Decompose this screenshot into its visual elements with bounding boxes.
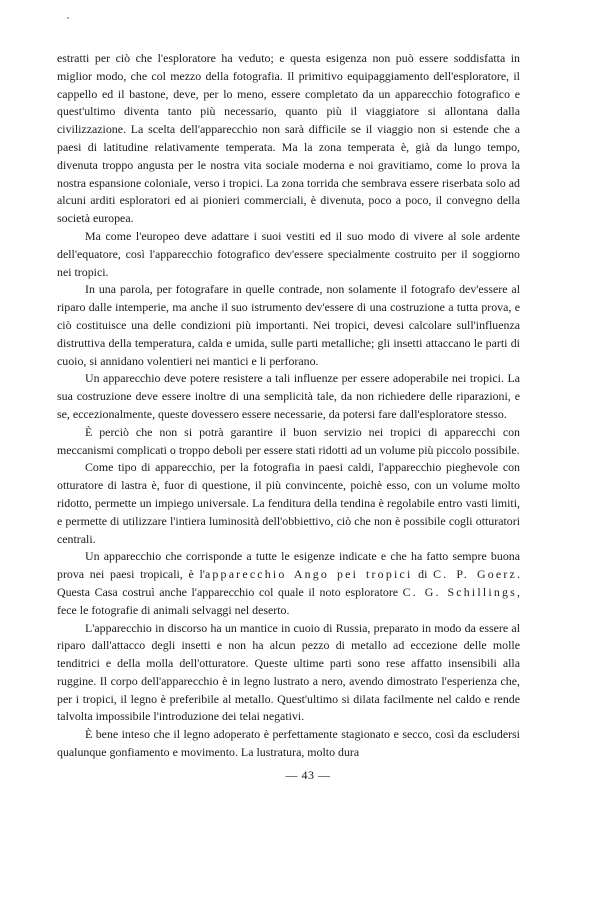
paragraph-7 <box>57 548 520 619</box>
paragraph-text: . Questa Casa costruì anche l'apparecchio col quale il noto esploratore <box>57 567 520 599</box>
paragraph-3 <box>57 281 520 370</box>
paragraph-text: È bene inteso che il legno adoperato è perfettamente stagionato e secco, così da escludersi qualunque gonfiamento e movimento. La lustratura, molto dura <box>57 727 520 760</box>
spaced-company-name: C. P. Goerz <box>433 567 517 582</box>
paragraph-text: Ma come l'europeo deve adattare i suoi vestiti ed il suo modo di vivere al sole ardente dell'equatore, così l'apparecchio fotografico dev'essere specialmente costruito per il soggiorno nei tropici. <box>57 228 520 279</box>
paragraph-4 <box>57 370 520 423</box>
paragraph-text: Un apparecchio deve potere resistere a tali influenze per essere adoperabile nei tropici. La sua costruzione deve essere inoltre di una semplicità tale, da non richiedere delle riparazioni, e se, eccezionalmente, queste dovessero essere necessarie, da potersi fare dall'esploratore stesso. <box>57 371 520 421</box>
paragraph-text: L'apparecchio in discorso ha un mantice in cuoio di Russia, preparato in modo da essere al riparo dall'attacco degli insetti e non ha alcun pezzo di metallo ad eccezione delle molle tenditrici e della molla dell'otturatore. Queste ultime parti sono rese affatto insensibili alla ruggine. Il corpo dell'apparecchio è in legno lustrato a nero, avendo dimostrato l'esperienza che, per i tropici, il legno è preferibile al metallo. Quest'ultimo si dilata facilmente nel caldo e rende talvolta impossibile l'introduzione dei telai negativi. <box>57 620 520 724</box>
spaced-product-name: apparecchio Ango pei tropici <box>204 567 413 582</box>
paragraph-text: di <box>412 567 434 582</box>
paragraph-8 <box>57 620 520 727</box>
spaced-explorer-name: C. G. Schillings <box>402 584 518 599</box>
paragraph-text: In una parola, per fotografare in quelle contrade, non solamente il fotografo dev'essere al riparo dalle intemperie, ma anche il suo istrumento dev'essere di una costruzione a tutta prova, e ciò costituisce una delle condizioni più importanti. Nei tropici, devesi calcolare sull'influenza distruttiva della temperatura, calda e umida, sulle parti metalliche; gli insetti attaccano le parti di cuoio, si annidano volentieri nei mantici e li perforano. <box>57 282 520 368</box>
body-text <box>57 50 520 762</box>
paragraph-9 <box>57 726 520 762</box>
paragraph-2 <box>57 228 520 281</box>
paragraph-5 <box>57 424 520 460</box>
paragraph-text: , fece le fotografie di animali selvaggi nel deserto. <box>57 584 520 617</box>
paragraph-text: È perciò che non si potrà garantire il buon servizio nei tropici di apparecchi con meccanismi complicati o troppo deboli per essere stati ridotti ad un volume più piccolo possibile. <box>57 424 520 457</box>
paragraph-6 <box>57 459 520 548</box>
paragraph-1 <box>57 50 520 228</box>
page-speck <box>67 17 69 19</box>
paragraph-text: Come tipo di apparecchio, per la fotografia in paesi caldi, l'apparecchio pieghevole con otturatore di lastra è, fuor di questione, il più convincente, poichè esso, con un volume molto ridotto, permette un impiego universale. La fenditura della tendina è regolabile entro vasti limiti, e permette di utilizzare l'intiera luminosità dell'obbiettivo, ciò che non è possibile cogli otturatori centrali. <box>57 460 520 546</box>
paragraph-text: estratti per ciò che l'esploratore ha veduto; e questa esigenza non può essere soddisfatta in miglior modo, che col mezzo della fotografia. Il primitivo equipaggiamento dell'esploratore, il cappello ed il bastone, deve, per lo meno, essere completato da un apparecchio fotografico e quest'ultimo diventa tanto più necessario, quanto più il viaggiatore si allontana dalla civilizzazione. La scelta dell'apparecchio non sarà difficile se il viaggio non si estende che a paesi di latitudine relativamente temperata. Ma la zona temperata è, già da lungo tempo, divenuta troppo angusta per le nostra vita sociale moderna e noi gravitiamo, come lo prova la nostra espansione coloniale, verso i tropici. La zona torrida che sembrava essere riserbata solo ad alcuni arditi esploratori ed ai pionieri commerciali, è divenuta, poco a poco, il convegno della società europea. <box>57 51 520 226</box>
page-number: — 43 — <box>285 768 331 782</box>
paragraph-text: Un apparecchio che corrisponde a tutte le esigenze indicate e che ha fatto sempre buona prova nei paesi tropicali, è l' <box>57 549 520 582</box>
